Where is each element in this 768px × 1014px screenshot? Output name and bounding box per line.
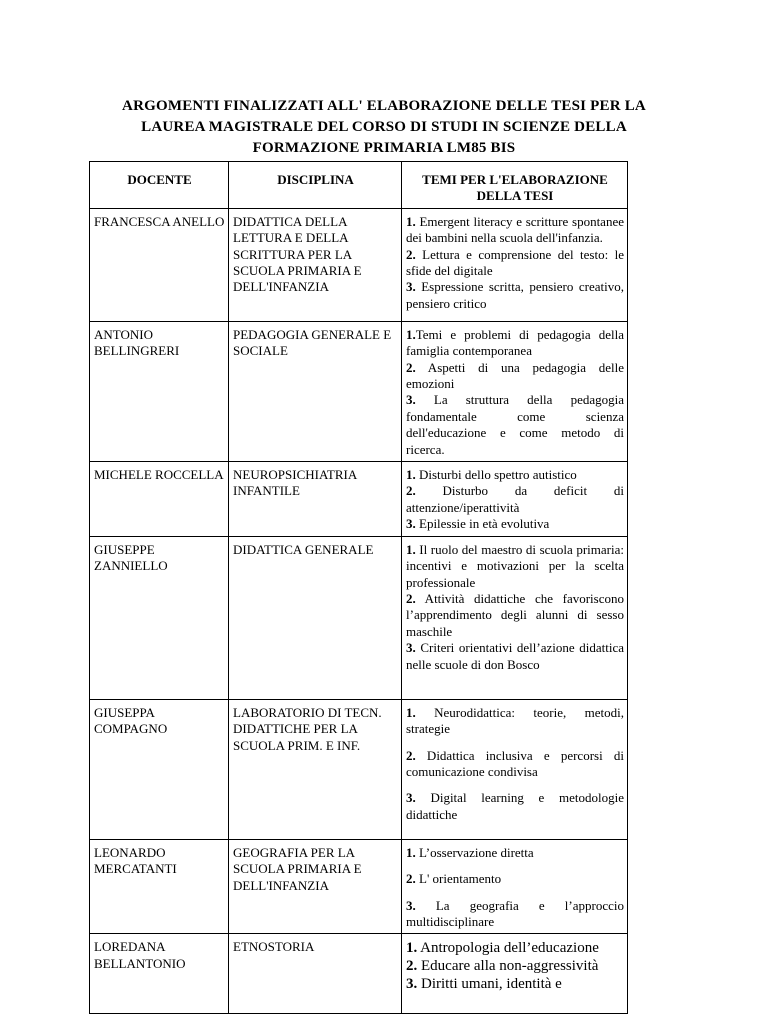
table-header-row — [90, 162, 628, 209]
temi-cell — [402, 934, 628, 1014]
temi-cell — [402, 208, 628, 321]
topic-item: 1.Temi e problemi di pedagogia della famiglia contemporanea — [406, 326, 624, 359]
topic-item: 2. Attività didattiche che favoriscono l’apprendimento degli alunni di sesso maschile — [406, 590, 624, 639]
topic-item: 2. Educare alla non-aggressività — [406, 958, 599, 975]
docente-cell: LOREDANA BELLANTONIO — [90, 934, 229, 1014]
temi-cell — [402, 462, 628, 537]
docente-cell: ANTONIO BELLINGRERI — [90, 321, 229, 461]
docente-cell: GIUSEPPE ZANNIELLO — [90, 536, 229, 699]
topic-item: 3. La struttura della pedagogia fondamentale come scienza dell'educazione e come metodo di ricerca. — [406, 392, 624, 457]
table-row — [90, 934, 628, 1014]
table-row — [90, 699, 628, 839]
topic-item: 2. Lettura e comprensione del testo: le sfide del digitale — [406, 246, 624, 279]
disciplina-cell: NEUROPSICHIATRIA INFANTILE — [229, 462, 402, 537]
topic-item: 1. Emergent literacy e scritture spontanee dei bambini nella scuola dell'infanzia. — [406, 213, 624, 246]
topic-item: 3. Digital learning e metodologie didattiche — [406, 790, 624, 822]
temi-cell — [402, 839, 628, 934]
table-row — [90, 321, 628, 461]
topic-item: 2. Disturbo da deficit di attenzione/iperattività — [406, 483, 624, 515]
docente-cell: LEONARDO MERCATANTI — [90, 839, 229, 934]
topic-item: 3. La geografia e l’approccio multidisciplinare — [406, 897, 624, 929]
topic-item: 2. Didattica inclusiva e percorsi di comunicazione condivisa — [406, 747, 624, 779]
header-disciplina: DISCIPLINA — [229, 162, 402, 209]
topic-item: 3. Diritti umani, identità e — [406, 976, 562, 993]
disciplina-cell: DIDATTICA DELLA LETTURA E DELLA SCRITTURA PER LA SCUOLA PRIMARIA E DELL'INFANZIA — [229, 208, 402, 321]
title-line-2: LAUREA MAGISTRALE DEL CORSO DI STUDI IN SCIENZE DELLA — [141, 119, 627, 135]
disciplina-cell: GEOGRAFIA PER LA SCUOLA PRIMARIA E DELL'INFANZIA — [229, 839, 402, 934]
disciplina-cell: ETNOSTORIA — [229, 934, 402, 1014]
temi-cell — [402, 321, 628, 461]
thesis-topics-table — [89, 161, 628, 1014]
disciplina-cell: PEDAGOGIA GENERALE E SOCIALE — [229, 321, 402, 461]
table-row — [90, 839, 628, 934]
docente-cell: GIUSEPPA COMPAGNO — [90, 699, 229, 839]
topic-item: 2. L' orientamento — [406, 871, 502, 887]
topic-item: 1. Antropologia dell’educazione — [406, 940, 599, 957]
disciplina-cell: DIDATTICA GENERALE — [229, 536, 402, 699]
title-line-1: ARGOMENTI FINALIZZATI ALL' ELABORAZIONE DELLE TESI PER LA — [122, 98, 646, 114]
disciplina-cell: LABORATORIO DI TECN. DIDATTICHE PER LA SCUOLA PRIM. E INF. — [229, 699, 402, 839]
topic-item: 1. Il ruolo del maestro di scuola primaria: incentivi e motivazioni per la scelta professionale — [406, 541, 624, 590]
topic-item: 1. Neurodidattica: teorie, metodi, strategie — [406, 704, 624, 737]
table-row — [90, 208, 628, 321]
docente-cell: MICHELE ROCCELLA — [90, 462, 229, 537]
docente-cell: FRANCESCA ANELLO — [90, 208, 229, 321]
temi-cell — [402, 536, 628, 699]
topic-item: 1. Disturbi dello spettro autistico — [406, 467, 577, 483]
header-temi: TEMI PER L'ELABORAZIONE DELLA TESI — [402, 162, 628, 209]
document-title — [72, 96, 696, 159]
topic-item: 3. Epilessie in età evolutiva — [406, 516, 550, 532]
title-line-3: FORMAZIONE PRIMARIA LM85 BIS — [252, 140, 516, 156]
topic-item: 2. Aspetti di una pedagogia delle emozioni — [406, 359, 624, 392]
topic-item: 3. Espressione scritta, pensiero creativo, pensiero critico — [406, 279, 624, 311]
temi-cell — [402, 699, 628, 839]
topic-item: 3. Criteri orientativi dell’azione didattica nelle scuole di don Bosco — [406, 640, 624, 672]
header-docente: DOCENTE — [90, 162, 229, 209]
table-row — [90, 536, 628, 699]
topic-item: 1. L’osservazione diretta — [406, 844, 534, 860]
table-row — [90, 462, 628, 537]
